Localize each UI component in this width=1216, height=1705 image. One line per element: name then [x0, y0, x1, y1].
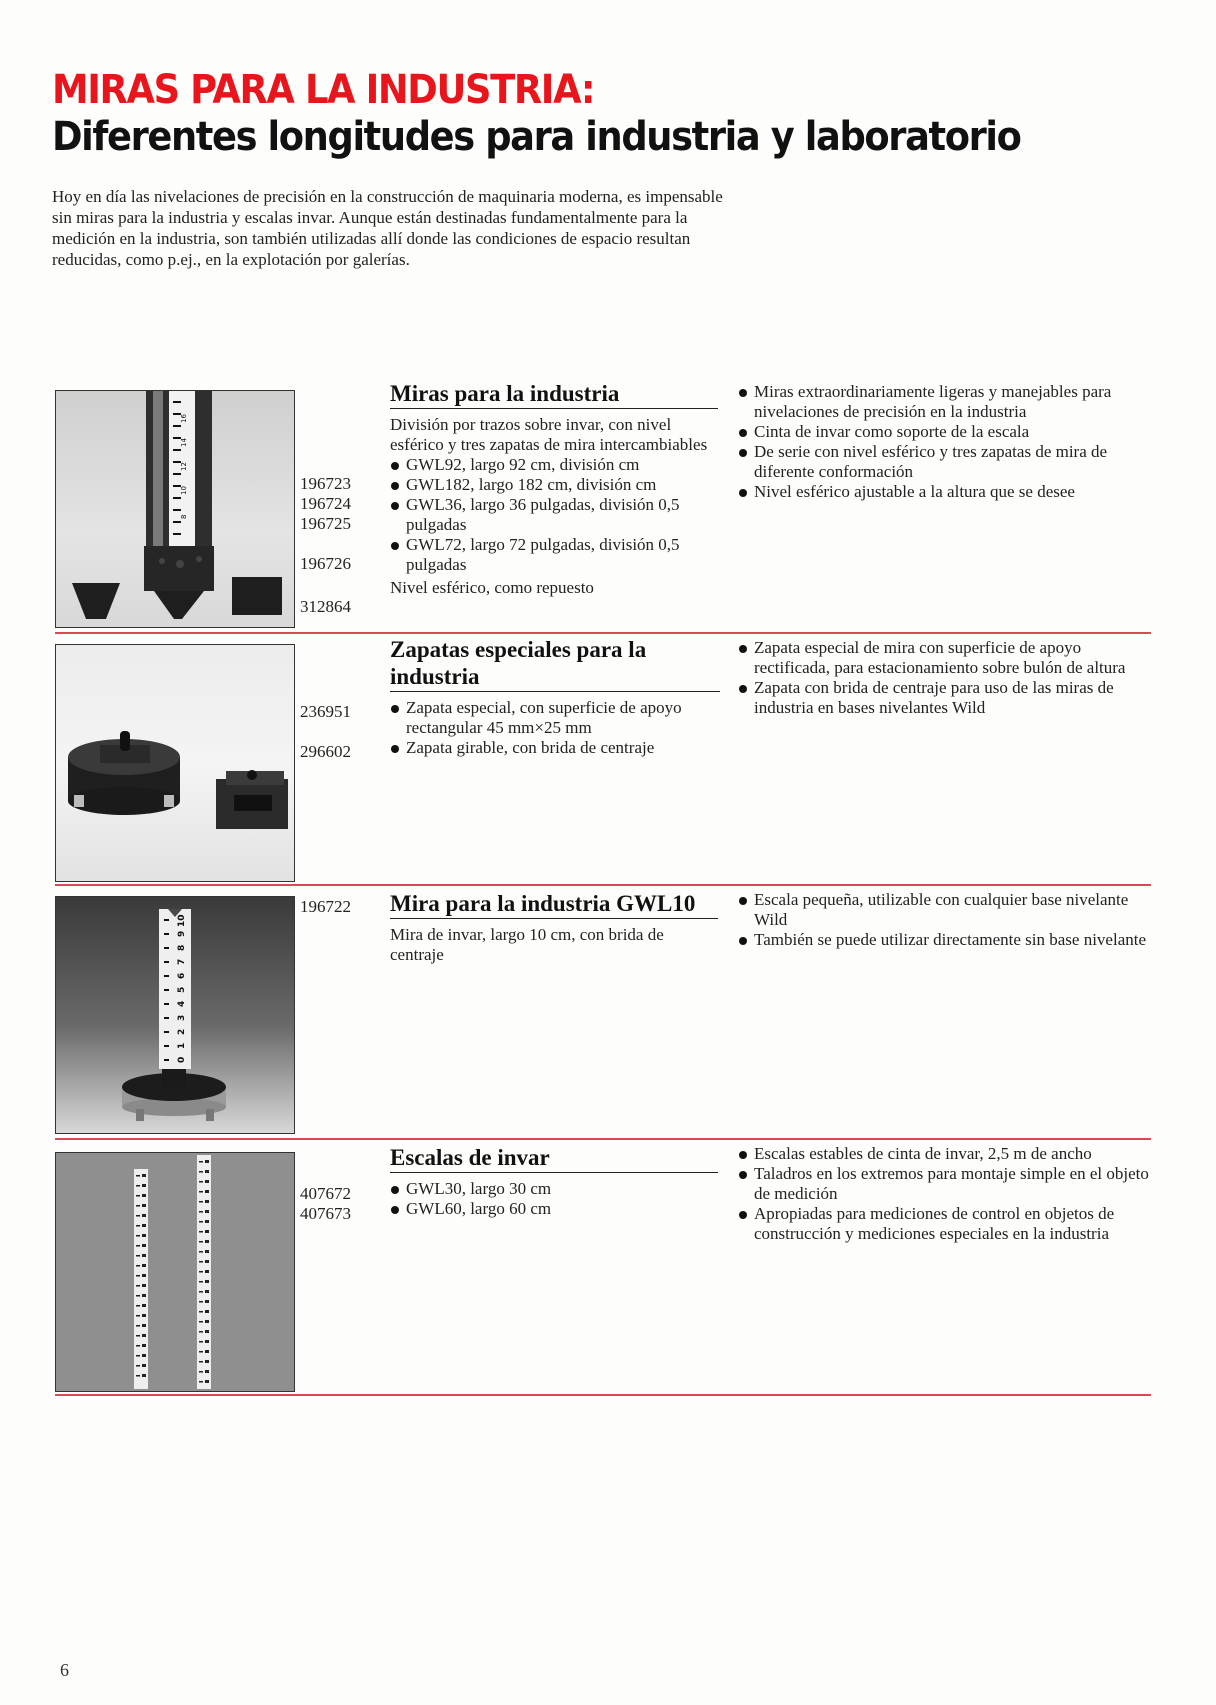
section-staffs-features: [738, 382, 1158, 502]
product-list: [390, 698, 718, 758]
section-heading: Escalas de invar: [390, 1144, 718, 1173]
article-code: 296602: [300, 742, 351, 761]
list-item: GWL182, largo 182 cm, división cm: [390, 475, 718, 495]
section-divider: [55, 1138, 1151, 1140]
photo-industrial-staff: [55, 390, 295, 628]
photo-invar-scales: [55, 1152, 295, 1392]
section-divider: [55, 1394, 1151, 1396]
section-gwl10-code: [300, 897, 378, 917]
article-code: 196723: [300, 474, 351, 493]
feature-item: Cinta de invar como soporte de la escala: [738, 422, 1158, 442]
svg-text:7: 7: [177, 958, 187, 965]
svg-text:3: 3: [177, 1014, 187, 1021]
page-title: MIRAS PARA LA INDUSTRIA:: [52, 67, 595, 113]
svg-text:2: 2: [177, 1028, 187, 1035]
gwl10-staff-illustration: [56, 897, 295, 1134]
feature-item: Zapata especial de mira con superficie de apoyo rectificada, para estacionamiento sobre bulón de altura: [738, 638, 1158, 678]
feature-item: Nivel esférico ajustable a la altura que se desee: [738, 482, 1158, 502]
section-gwl10-details: [390, 890, 718, 965]
photo-gwl10-staff: [55, 896, 295, 1134]
list-item: Zapata especial, con superficie de apoyo rectangular 45 mm×25 mm: [390, 698, 718, 738]
list-item: GWL92, largo 92 cm, división cm: [390, 455, 718, 475]
svg-text:16: 16: [180, 414, 188, 423]
spare-part-text: Nivel esférico, como repuesto: [390, 578, 594, 597]
feature-item: Apropiadas para mediciones de control en objetos de construcción y mediciones especiales en la industria: [738, 1204, 1158, 1244]
svg-text:6: 6: [177, 972, 187, 979]
svg-text:0: 0: [177, 1056, 187, 1063]
section-divider: [55, 632, 1151, 634]
section-heading: Miras para la industria: [390, 380, 718, 409]
product-list: [390, 1179, 718, 1219]
section-feet-codes: [300, 702, 378, 762]
special-feet-illustration: [56, 645, 295, 882]
list-item: GWL36, largo 36 pulgadas, división 0,5 pulgadas: [390, 495, 718, 535]
intro-paragraph: Hoy en día las nivelaciones de precisión en la construcción de maquinaria moderna, es impensable sin miras para la industria y escalas invar. Aunque están destinadas fundamentalmente para la medición en la industria, son también utilizadas allí donde las condiciones de espacio resultan reducidas, como p.ej., en la explotación por galerías.: [52, 187, 723, 269]
article-code: 407673: [300, 1204, 351, 1223]
list-item: GWL60, largo 60 cm: [390, 1199, 718, 1219]
svg-text:4: 4: [177, 1000, 187, 1007]
scale-label: 8: [180, 514, 188, 519]
section-description: Mira de invar, largo 10 cm, con brida de centraje: [390, 925, 664, 964]
feature-item: Escala pequeña, utilizable con cualquier base nivelante Wild: [738, 890, 1158, 930]
feature-item: De serie con nivel esférico y tres zapatas de mira de diferente conformación: [738, 442, 1158, 482]
page-number: 6: [60, 1660, 69, 1680]
article-code: 196725: [300, 514, 351, 533]
svg-text:8: 8: [177, 944, 187, 951]
svg-text:1: 1: [177, 1042, 187, 1049]
feature-item: Taladros en los extremos para montaje simple en el objeto de medición: [738, 1164, 1158, 1204]
invar-scales-illustration: [56, 1153, 295, 1392]
svg-text:9: 9: [177, 930, 187, 937]
section-invar-details: [390, 1144, 718, 1219]
section-description: División por trazos sobre invar, con nivel esférico y tres zapatas de mira intercambiables: [390, 415, 708, 454]
section-feet-details: [390, 636, 718, 758]
section-heading: Zapatas especiales para la industria: [390, 636, 720, 692]
section-heading: Mira para la industria GWL10: [390, 890, 718, 919]
svg-text:14: 14: [180, 438, 188, 447]
section-invar-features: [738, 1144, 1158, 1244]
feature-item: Miras extraordinariamente ligeras y manejables para nivelaciones de precisión en la industria: [738, 382, 1158, 422]
photo-special-feet: [55, 644, 295, 882]
feature-item: Escalas estables de cinta de invar, 2,5 m de ancho: [738, 1144, 1158, 1164]
article-code: 407672: [300, 1184, 351, 1203]
page-subtitle: Diferentes longitudes para industria y laboratorio: [52, 114, 1021, 160]
section-staffs-details: [390, 380, 718, 598]
article-code: 236951: [300, 702, 351, 721]
feature-item: También se puede utilizar directamente sin base nivelante: [738, 930, 1158, 950]
svg-text:10: 10: [177, 914, 187, 927]
svg-text:10: 10: [180, 486, 188, 495]
section-gwl10-features: [738, 890, 1158, 950]
list-item: Zapata girable, con brida de centraje: [390, 738, 718, 758]
section-staffs-codes: [300, 474, 378, 617]
article-code: 196724: [300, 494, 351, 513]
industrial-staff-illustration: [56, 391, 295, 628]
article-code: 312864: [300, 597, 351, 616]
list-item: GWL30, largo 30 cm: [390, 1179, 718, 1199]
section-divider: [55, 884, 1151, 886]
feature-item: Zapata con brida de centraje para uso de las miras de industria en bases nivelantes Wild: [738, 678, 1158, 718]
section-feet-features: [738, 638, 1158, 718]
article-code: 196726: [300, 554, 351, 573]
svg-text:5: 5: [177, 986, 187, 993]
article-code: 196722: [300, 897, 351, 916]
product-list: [390, 455, 718, 575]
list-item: GWL72, largo 72 pulgadas, división 0,5 pulgadas: [390, 535, 718, 575]
svg-text:12: 12: [180, 462, 188, 471]
section-invar-codes: [300, 1184, 378, 1224]
